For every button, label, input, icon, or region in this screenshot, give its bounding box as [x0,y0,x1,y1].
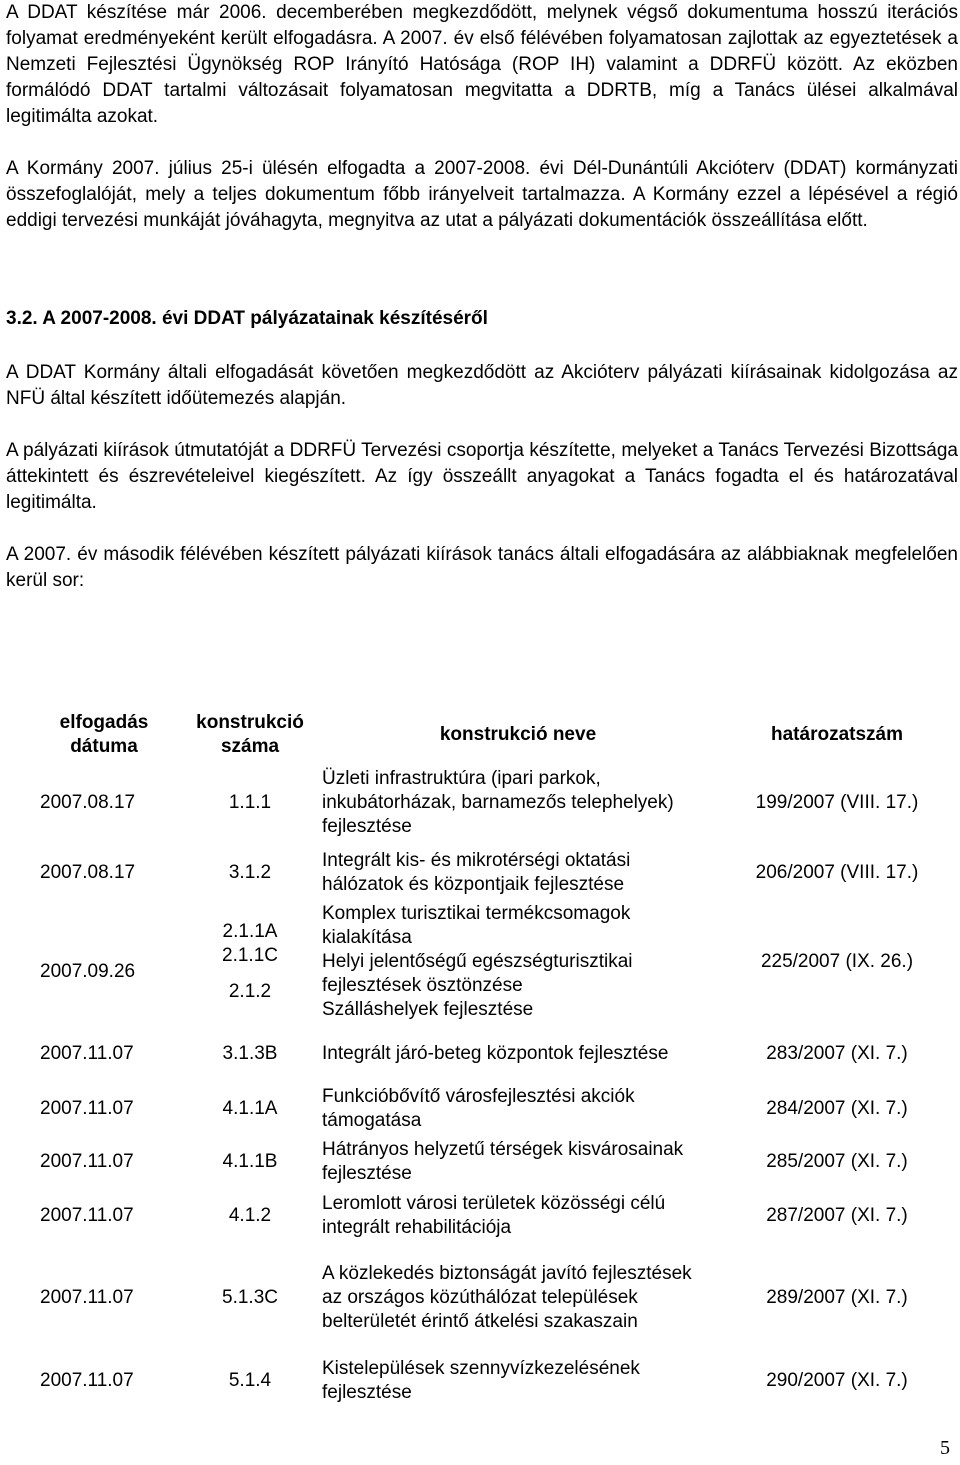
table-row [26,899,956,1025]
construction-name: Leromlott városi területek közösségi célú integrált rehabilitációja [322,1193,666,1238]
construction-code: 2.1.2 [228,981,272,1002]
cell-date: 2007.11.07 [40,1151,134,1172]
construction-code: 4.1.1A [222,1098,278,1119]
cell-date: 2007.08.17 [40,862,136,883]
page-number: 5 [940,1437,950,1459]
table-row [26,1353,956,1409]
cell-date: 2007.09.26 [40,961,136,982]
cell-code [182,899,318,1025]
cell-code [182,847,318,899]
construction-code: 4.1.1B [222,1151,278,1172]
cell-resolution: 225/2007 (IX. 26.) [760,951,914,972]
header-code: konstrukció száma [196,712,304,757]
paragraph-table-intro: A 2007. év második félévében készített pályázati kiírások tanács általi elfogadására az alábbiaknak megfelelően kerül sor: [6,544,958,591]
construction-name: A közlekedés biztonságát javító fejlesztések az országos közúthálózat települések belterületét érintő átkelési szakaszain [322,1263,692,1332]
construction-code: 4.1.2 [228,1205,272,1226]
table-row [26,1243,956,1353]
construction-name: Hátrányos helyzetű térségek kisvárosainak fejlesztése [322,1139,684,1184]
section-heading: 3.2. A 2007-2008. évi DDAT pályázatainak készítéséről [6,308,488,329]
cell-resolution: 283/2007 (XI. 7.) [766,1043,908,1064]
cell-resolution: 285/2007 (XI. 7.) [766,1151,908,1172]
construction-code: 3.1.3B [222,1043,278,1064]
paragraph-government-approval: A Kormány 2007. július 25-i ülésén elfogadta a 2007-2008. évi Dél-Dunántúli Akcióterv (DDAT) kormányzati összefoglalóját, mely a teljes dokumentum főbb irányelveit tartalmazza. A Kormány ezzel a lépésével a régió eddigi tervezési munkáját jóváhagyta, megnyitva az utat a pályázati dokumentációk összeállítása előtt. [6,158,958,231]
cell-code [182,759,318,847]
resolution-table [26,711,956,1409]
cell-name [318,899,718,1025]
construction-code: 5.1.3C [222,1287,278,1308]
cell-date: 2007.11.07 [40,1098,134,1119]
construction-code: 1.1.1 [228,792,272,813]
cell-resolution: 290/2007 (XI. 7.) [766,1370,908,1391]
construction-name: Helyi jelentőségű egészségturisztikai fejlesztések ösztönzése [322,951,633,996]
cell-code [182,1189,318,1243]
cell-name [318,1243,718,1353]
document-page [6,0,958,594]
cell-date: 2007.11.07 [40,1043,134,1064]
cell-date: 2007.11.07 [40,1287,134,1308]
cell-name [318,847,718,899]
construction-code: 2.1.1C [222,945,278,966]
cell-name [318,1083,718,1135]
construction-name: Integrált kis- és mikrotérségi oktatási hálózatok és központjaik fejlesztése [322,850,631,895]
cell-date: 2007.11.07 [40,1205,134,1226]
table-row [26,1135,956,1189]
cell-name [318,759,718,847]
construction-code: 5.1.4 [228,1370,272,1391]
table-row [26,1025,956,1083]
table-row [26,847,956,899]
construction-name: Komplex turisztikai termékcsomagok kialakítása [322,903,631,948]
construction-name: Integrált járó-beteg központok fejlesztése [322,1043,669,1064]
construction-code: 3.1.2 [228,862,272,883]
cell-name [318,1353,718,1409]
cell-date: 2007.08.17 [40,792,136,813]
cell-resolution: 284/2007 (XI. 7.) [766,1098,908,1119]
cell-name [318,1189,718,1243]
table-header-row [26,711,956,759]
table-row [26,759,956,847]
cell-code [182,1135,318,1189]
cell-date: 2007.11.07 [40,1370,134,1391]
cell-resolution: 289/2007 (XI. 7.) [766,1287,908,1308]
table-row [26,1189,956,1243]
table-row [26,1083,956,1135]
cell-code [182,1243,318,1353]
cell-resolution: 287/2007 (XI. 7.) [766,1205,908,1226]
paragraph-call-guidelines: A pályázati kiírások útmutatóját a DDRFÜ Tervezési csoportja készítette, melyeket a Tanács Tervezési Bizottsága áttekintett és észrevételeivel kiegészített. Az így összeállt anyagokat a Tanács fogadta el és határozatával legitimálta. [6,440,958,513]
header-name: konstrukció neve [439,724,597,745]
cell-name [318,1025,718,1083]
construction-name: Funkcióbővítő városfejlesztési akciók támogatása [322,1086,635,1131]
header-date: elfogadás dátuma [59,712,149,757]
cell-code [182,1353,318,1409]
paragraph-ddat-preparation: A DDAT készítése már 2006. decemberében megkezdődött, melynek végső dokumentuma hosszú iterációs folyamat eredményeként került elfogadásra. A 2007. év első félévében folyamatosan zajlottak az egyeztetések a Nemzeti Fejlesztési Ügynökség ROP Irányító Hatósága (ROP IH) valamint a DDRFÜ között. Az eközben formálódó DDAT tartalmi változásait folyamatosan megvitatta a DDRTB, míg a Tanács ülései alkalmával legitimálta azokat. [6,2,958,127]
cell-resolution: 206/2007 (VIII. 17.) [755,862,919,883]
header-resolution: határozatszám [771,724,903,745]
cell-resolution: 199/2007 (VIII. 17.) [755,792,919,813]
paragraph-call-drafting: A DDAT Kormány általi elfogadását követően megkezdődött az Akcióterv pályázati kiírásainak kidolgozása az NFÜ által készített időütemezés alapján. [6,362,958,409]
construction-name: Szálláshelyek fejlesztése [322,999,534,1020]
construction-name: Üzleti infrastruktúra (ipari parkok, inkubátorházak, barnamezős telephelyek) fejlesztése [322,768,674,837]
cell-code [182,1025,318,1083]
construction-name: Kistelepülések szennyvízkezelésének fejlesztése [322,1358,640,1403]
construction-code: 2.1.1A [222,921,278,942]
cell-code [182,1083,318,1135]
cell-name [318,1135,718,1189]
